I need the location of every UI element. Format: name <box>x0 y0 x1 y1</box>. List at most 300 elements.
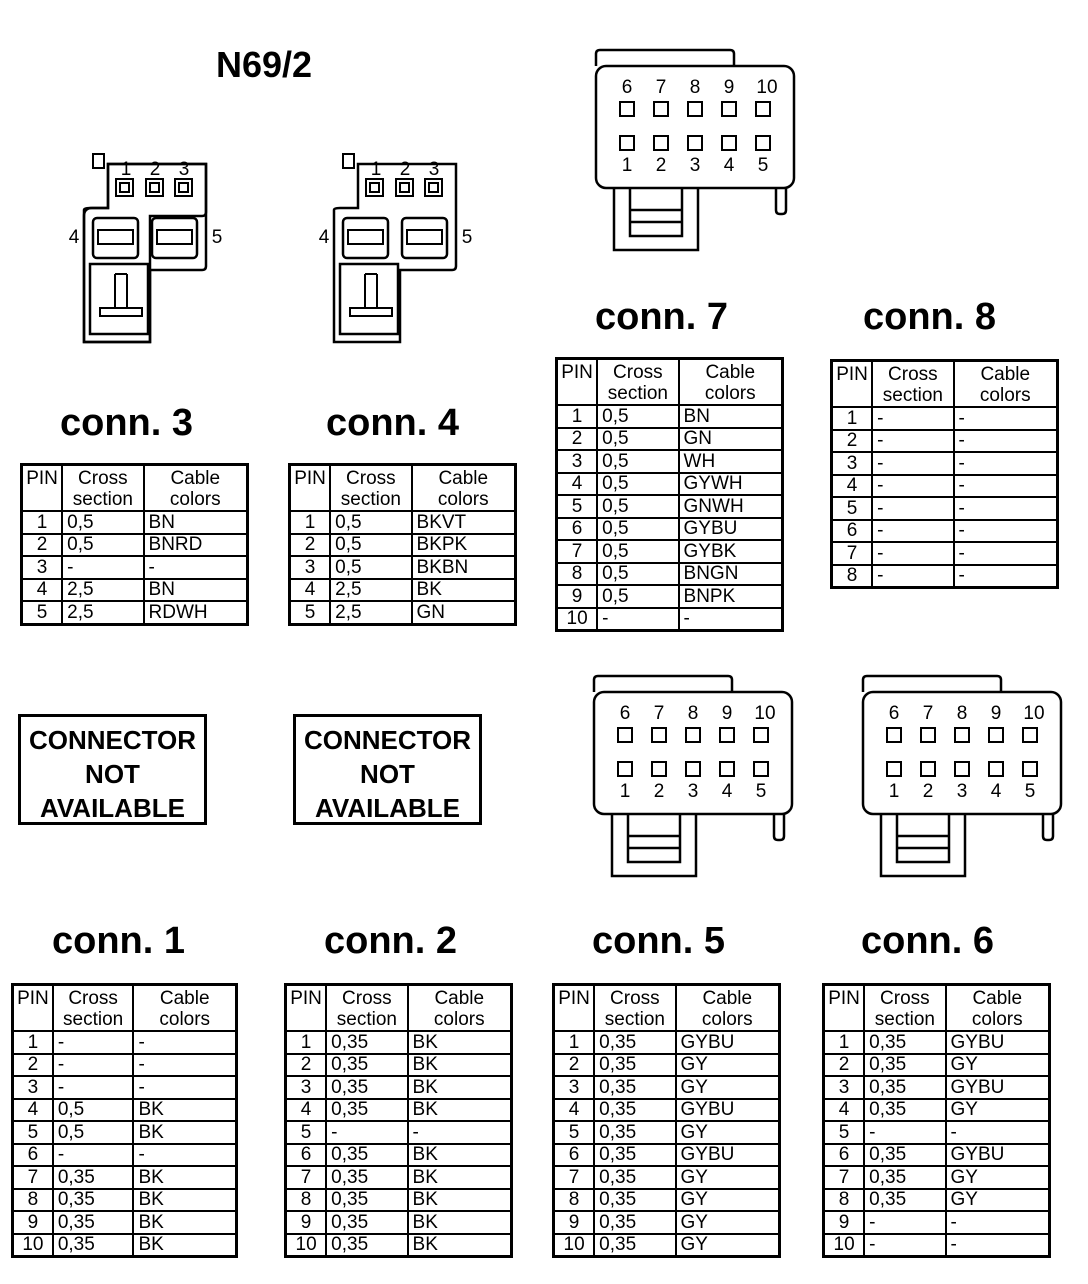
table-row <box>557 495 783 518</box>
cross-section-cell: - <box>597 608 678 631</box>
cross-section-cell: 0,35 <box>864 1099 945 1122</box>
cross-section-cell: 0,35 <box>53 1211 134 1234</box>
table-row <box>824 1099 1050 1122</box>
cross-section-cell: 0,35 <box>326 1166 407 1189</box>
table-row <box>13 1099 237 1122</box>
table-row <box>22 556 248 579</box>
cross-section-cell: 0,5 <box>62 534 143 557</box>
table-row <box>286 1121 512 1144</box>
cable-color-cell: GYBU <box>946 1144 1050 1167</box>
cable-color-cell: - <box>133 1031 236 1054</box>
cross-section-cell: 0,35 <box>864 1054 945 1077</box>
cable-color-cell: BK <box>408 1166 512 1189</box>
table-row <box>824 1121 1050 1144</box>
colors-header-line1: Cable <box>980 364 1031 385</box>
pin-cell: 5 <box>290 601 331 624</box>
cable-color-cell: - <box>946 1234 1050 1257</box>
cable-color-cell: GYBU <box>676 1099 780 1122</box>
pin-cell: 4 <box>554 1099 595 1122</box>
cross-section-cell: - <box>872 475 953 498</box>
pin-label-7: 7 <box>653 703 665 724</box>
cable-color-cell: GYWH <box>679 473 783 496</box>
cross-section-cell: 0,35 <box>53 1166 134 1189</box>
cross-section-cell: 0,35 <box>326 1144 407 1167</box>
cross-section-cell: 0,35 <box>326 1189 407 1212</box>
table-row <box>554 1099 780 1122</box>
pin-cell: 7 <box>824 1166 865 1189</box>
table-row <box>557 405 783 428</box>
pin-table-conn6 <box>822 983 1051 1258</box>
pin-cell: 4 <box>824 1099 865 1122</box>
pin-cell: 7 <box>286 1166 327 1189</box>
cross-section-cell: - <box>872 407 953 430</box>
pin-cell: 5 <box>554 1121 595 1144</box>
cable-color-cell: - <box>954 497 1058 520</box>
table-row <box>13 1054 237 1077</box>
table-row <box>13 1031 237 1054</box>
pin-header: PIN <box>13 985 53 1032</box>
table-row <box>286 1166 512 1189</box>
connector-not-available-box-conn1 <box>18 714 207 825</box>
table-row <box>554 1076 780 1099</box>
pin-label-8: 8 <box>687 703 699 724</box>
pin-label-1: 1 <box>888 781 900 802</box>
cable-color-cell: - <box>144 556 248 579</box>
cross-section-cell: - <box>326 1121 407 1144</box>
pin-cell: 3 <box>290 556 331 579</box>
pin-table-conn4 <box>288 463 517 626</box>
cable-colors-header <box>144 465 248 512</box>
table-row <box>824 1144 1050 1167</box>
pin-cell: 1 <box>290 511 331 534</box>
pin-cell: 1 <box>557 405 598 428</box>
cross-section-cell: - <box>872 452 953 475</box>
table-header-row <box>554 985 780 1032</box>
cross-section-cell: 0,35 <box>53 1234 134 1257</box>
cross-section-cell: - <box>864 1121 945 1144</box>
cable-color-cell: BNGN <box>679 563 783 586</box>
cross-header-line2: section <box>63 1009 124 1030</box>
cable-color-cell: GNWH <box>679 495 783 518</box>
cross-section-cell: 0,35 <box>326 1211 407 1234</box>
pin-label-3: 3 <box>689 155 701 176</box>
colors-header-line2: colors <box>704 383 756 404</box>
connector-drawing-conn3 <box>60 150 230 350</box>
pin-cell: 3 <box>832 452 873 475</box>
cross-header-line2: section <box>607 383 668 404</box>
pin-label-4: 4 <box>318 227 330 248</box>
pin-cell: 2 <box>286 1054 327 1077</box>
pin-cell: 4 <box>22 579 63 602</box>
cross-section-cell: 0,35 <box>864 1076 945 1099</box>
table-header-row <box>557 359 783 406</box>
pin-label-10: 10 <box>754 703 776 724</box>
pin-cell: 4 <box>832 475 873 498</box>
pin-cell: 2 <box>290 534 331 557</box>
pin-label-1: 1 <box>621 155 633 176</box>
conn5-title: conn. 5 <box>592 920 726 962</box>
cross-section-cell: 0,35 <box>326 1099 407 1122</box>
table-row <box>554 1054 780 1077</box>
table-row <box>557 540 783 563</box>
cable-color-cell: BK <box>408 1099 512 1122</box>
cable-color-cell: GY <box>946 1166 1050 1189</box>
cable-color-cell: - <box>133 1076 236 1099</box>
pin-cell: 7 <box>554 1166 595 1189</box>
cross-section-cell: - <box>872 430 953 453</box>
cable-color-cell: GN <box>679 428 783 451</box>
conn1-title: conn. 1 <box>52 920 186 962</box>
cable-colors-header <box>133 985 236 1032</box>
pin-header: PIN <box>286 985 327 1032</box>
table-row <box>824 1166 1050 1189</box>
conn6-title: conn. 6 <box>861 920 995 962</box>
conn7-title: conn. 7 <box>595 296 729 338</box>
table-row <box>13 1211 237 1234</box>
cable-color-cell: BK <box>412 579 516 602</box>
cross-section-cell: 0,5 <box>597 540 678 563</box>
pin-cell: 6 <box>557 518 598 541</box>
pin-cell: 4 <box>13 1099 53 1122</box>
colors-header-line2: colors <box>437 489 489 510</box>
cable-color-cell: BK <box>133 1166 236 1189</box>
cable-color-cell: BNRD <box>144 534 248 557</box>
cross-section-cell: - <box>872 520 953 543</box>
pin-cell: 10 <box>824 1234 865 1257</box>
cable-colors-header <box>679 359 783 406</box>
cross-header-line1: Cross <box>78 468 128 489</box>
pin-cell: 9 <box>554 1211 595 1234</box>
pin-cell: 1 <box>13 1031 53 1054</box>
cross-section-header <box>330 465 411 512</box>
cable-color-cell: - <box>954 430 1058 453</box>
pin-cell: 2 <box>554 1054 595 1077</box>
cross-section-cell: 0,5 <box>597 473 678 496</box>
cable-color-cell: - <box>954 565 1058 588</box>
na-line1: CONNECTOR <box>303 725 472 755</box>
na-line2: NOT <box>85 759 140 789</box>
pin-label-10: 10 <box>1023 703 1045 724</box>
table-row <box>286 1144 512 1167</box>
pin-cell: 5 <box>13 1121 53 1144</box>
table-row <box>286 1099 512 1122</box>
pin-label-3: 3 <box>428 159 440 180</box>
colors-header-line2: colors <box>169 489 221 510</box>
pin-label-6: 6 <box>621 77 633 98</box>
cable-color-cell: GY <box>676 1234 780 1257</box>
cross-section-cell: - <box>872 497 953 520</box>
cross-section-cell: 0,35 <box>594 1031 675 1054</box>
table-row <box>824 1031 1050 1054</box>
table-row <box>824 1211 1050 1234</box>
connector-drawing-conn6 <box>855 672 1067 882</box>
cross-header-line2: section <box>604 1009 665 1030</box>
table-row <box>557 450 783 473</box>
cable-color-cell: - <box>133 1144 236 1167</box>
pin-header: PIN <box>557 359 598 406</box>
na-line3: AVAILABLE <box>315 793 460 823</box>
cross-section-header <box>597 359 678 406</box>
conn8-title: conn. 8 <box>863 296 997 338</box>
cross-section-cell: 0,5 <box>597 563 678 586</box>
cross-header-line2: section <box>336 1009 397 1030</box>
pin-cell: 9 <box>557 585 598 608</box>
pin-cell: 9 <box>824 1211 865 1234</box>
table-row <box>824 1076 1050 1099</box>
conn3-title: conn. 3 <box>60 402 194 444</box>
cross-header-line2: section <box>882 385 943 406</box>
pin-cell: 3 <box>554 1076 595 1099</box>
pin-cell: 9 <box>13 1211 53 1234</box>
table-row <box>13 1189 237 1212</box>
cable-color-cell: BK <box>408 1144 512 1167</box>
table-row <box>286 1189 512 1212</box>
colors-header-line1: Cable <box>702 988 753 1009</box>
connector-not-available-box-conn2 <box>293 714 482 825</box>
pin-cell: 3 <box>13 1076 53 1099</box>
cable-color-cell: GN <box>412 601 516 624</box>
cable-color-cell: GY <box>676 1166 780 1189</box>
pin-cell: 3 <box>22 556 63 579</box>
table-row <box>554 1166 780 1189</box>
pin-label-3: 3 <box>178 159 190 180</box>
pin-cell: 7 <box>832 542 873 565</box>
table-row <box>286 1076 512 1099</box>
colors-header-line2: colors <box>433 1009 485 1030</box>
pin-label-5: 5 <box>461 227 473 248</box>
pin-cell: 10 <box>557 608 598 631</box>
pin-label-9: 9 <box>723 77 735 98</box>
pin-cell: 4 <box>557 473 598 496</box>
cable-color-cell: - <box>946 1121 1050 1144</box>
pin-table-conn8 <box>830 359 1059 589</box>
cross-header-line1: Cross <box>346 468 396 489</box>
cable-color-cell: - <box>946 1211 1050 1234</box>
pin-cell: 7 <box>557 540 598 563</box>
pin-label-4: 4 <box>68 227 80 248</box>
cable-color-cell: - <box>679 608 783 631</box>
pin-cell: 5 <box>286 1121 327 1144</box>
pin-cell: 8 <box>286 1189 327 1212</box>
cross-section-cell: 0,35 <box>594 1211 675 1234</box>
pin-label-5: 5 <box>755 781 767 802</box>
cable-color-cell: BKVT <box>412 511 516 534</box>
table-row <box>832 542 1058 565</box>
pin-cell: 7 <box>13 1166 53 1189</box>
pin-table-conn3 <box>20 463 249 626</box>
pin-cell: 4 <box>286 1099 327 1122</box>
pin-cell: 3 <box>286 1076 327 1099</box>
pin-header: PIN <box>22 465 63 512</box>
pin-cell: 6 <box>13 1144 53 1167</box>
cross-section-cell: 0,5 <box>597 495 678 518</box>
table-row <box>290 511 516 534</box>
cross-section-cell: 0,5 <box>53 1099 134 1122</box>
pin-cell: 8 <box>824 1189 865 1212</box>
pin-label-2: 2 <box>653 781 665 802</box>
table-row <box>13 1166 237 1189</box>
colors-header-line1: Cable <box>972 988 1023 1009</box>
cable-colors-header <box>946 985 1050 1032</box>
pin-label-5: 5 <box>211 227 223 248</box>
pin-cell: 10 <box>13 1234 53 1257</box>
cross-section-cell: 0,35 <box>594 1076 675 1099</box>
cross-section-cell: 0,35 <box>594 1189 675 1212</box>
pin-cell: 4 <box>290 579 331 602</box>
cross-section-cell: 0,5 <box>330 556 411 579</box>
pin-label-4: 4 <box>990 781 1002 802</box>
cross-section-cell: 0,35 <box>864 1189 945 1212</box>
cross-section-cell: 0,35 <box>594 1234 675 1257</box>
cable-color-cell: BK <box>133 1234 236 1257</box>
table-row <box>22 579 248 602</box>
table-row <box>557 428 783 451</box>
table-header-row <box>22 465 248 512</box>
cross-section-cell: - <box>864 1211 945 1234</box>
cable-color-cell: BK <box>408 1234 512 1257</box>
cable-color-cell: GYBU <box>676 1144 780 1167</box>
cable-color-cell: BN <box>144 579 248 602</box>
pin-header: PIN <box>290 465 331 512</box>
cross-section-header <box>326 985 407 1032</box>
cable-color-cell: - <box>133 1054 236 1077</box>
table-row <box>824 1234 1050 1257</box>
pin-cell: 9 <box>286 1211 327 1234</box>
pin-label-1: 1 <box>370 159 382 180</box>
cross-header-line2: section <box>874 1009 935 1030</box>
pin-cell: 5 <box>832 497 873 520</box>
pin-label-5: 5 <box>757 155 769 176</box>
pin-table-conn1 <box>11 983 238 1258</box>
cable-color-cell: BK <box>408 1076 512 1099</box>
cross-header-line1: Cross <box>342 988 392 1009</box>
page-title: N69/2 <box>216 44 313 85</box>
cable-color-cell: BK <box>408 1189 512 1212</box>
pin-label-2: 2 <box>149 159 161 180</box>
table-row <box>286 1234 512 1257</box>
cable-color-cell: BN <box>144 511 248 534</box>
cross-section-cell: - <box>872 542 953 565</box>
cable-color-cell: - <box>954 520 1058 543</box>
colors-header-line1: Cable <box>170 468 221 489</box>
cable-color-cell: BKPK <box>412 534 516 557</box>
cross-section-cell: 0,35 <box>594 1099 675 1122</box>
cable-color-cell: BK <box>408 1054 512 1077</box>
pin-label-6: 6 <box>888 703 900 724</box>
cable-colors-header <box>412 465 516 512</box>
pin-cell: 1 <box>832 407 873 430</box>
pin-cell: 5 <box>824 1121 865 1144</box>
cable-color-cell: - <box>408 1121 512 1144</box>
pin-label-8: 8 <box>956 703 968 724</box>
table-row <box>832 452 1058 475</box>
pin-header: PIN <box>824 985 865 1032</box>
cross-header-line1: Cross <box>888 364 938 385</box>
pin-label-2: 2 <box>655 155 667 176</box>
cross-section-cell: 0,35 <box>864 1031 945 1054</box>
table-row <box>13 1234 237 1257</box>
pin-cell: 8 <box>832 565 873 588</box>
table-row <box>554 1234 780 1257</box>
colors-header-line1: Cable <box>438 468 489 489</box>
cross-section-cell: - <box>53 1031 134 1054</box>
table-row <box>290 601 516 624</box>
cable-color-cell: GY <box>676 1189 780 1212</box>
cable-color-cell: GY <box>676 1076 780 1099</box>
cross-section-cell: - <box>53 1076 134 1099</box>
cable-color-cell: GY <box>946 1099 1050 1122</box>
pin-cell: 3 <box>824 1076 865 1099</box>
table-row <box>13 1144 237 1167</box>
pin-table-conn2 <box>284 983 513 1258</box>
pin-cell: 6 <box>286 1144 327 1167</box>
cross-section-cell: - <box>864 1234 945 1257</box>
pin-cell: 6 <box>824 1144 865 1167</box>
colors-header-line2: colors <box>979 385 1031 406</box>
table-row <box>824 1054 1050 1077</box>
cross-section-cell: 0,5 <box>330 511 411 534</box>
cross-header-line2: section <box>72 489 133 510</box>
pin-cell: 8 <box>557 563 598 586</box>
cable-colors-header <box>676 985 780 1032</box>
cross-section-cell: 2,5 <box>62 579 143 602</box>
cable-color-cell: BKBN <box>412 556 516 579</box>
connector-drawing-conn4 <box>310 150 480 350</box>
table-row <box>557 585 783 608</box>
pin-label-7: 7 <box>922 703 934 724</box>
cable-color-cell: BK <box>408 1031 512 1054</box>
pin-label-1: 1 <box>120 159 132 180</box>
pin-label-10: 10 <box>756 77 778 98</box>
na-line2: NOT <box>360 759 415 789</box>
cross-section-cell: 0,5 <box>53 1121 134 1144</box>
pin-header: PIN <box>554 985 595 1032</box>
pin-label-8: 8 <box>689 77 701 98</box>
cross-section-cell: - <box>53 1144 134 1167</box>
cross-section-header <box>62 465 143 512</box>
cable-color-cell: BK <box>133 1121 236 1144</box>
cross-header-line1: Cross <box>880 988 930 1009</box>
table-row <box>557 563 783 586</box>
cable-color-cell: GYBU <box>676 1031 780 1054</box>
table-header-row <box>286 985 512 1032</box>
cross-section-cell: - <box>53 1054 134 1077</box>
table-row <box>554 1121 780 1144</box>
pin-table-conn5 <box>552 983 781 1258</box>
pin-label-4: 4 <box>721 781 733 802</box>
pin-cell: 5 <box>557 495 598 518</box>
cross-section-cell: 0,5 <box>597 518 678 541</box>
table-header-row <box>824 985 1050 1032</box>
pin-label-5: 5 <box>1024 781 1036 802</box>
cable-color-cell: - <box>954 407 1058 430</box>
cable-color-cell: - <box>954 452 1058 475</box>
cross-section-header <box>53 985 134 1032</box>
colors-header-line1: Cable <box>705 362 756 383</box>
table-row <box>13 1121 237 1144</box>
table-row <box>290 534 516 557</box>
table-row <box>557 608 783 631</box>
table-row <box>22 511 248 534</box>
colors-header-line1: Cable <box>434 988 485 1009</box>
cross-header-line1: Cross <box>613 362 663 383</box>
cable-color-cell: BK <box>133 1189 236 1212</box>
conn4-title: conn. 4 <box>326 402 460 444</box>
cable-colors-header <box>954 361 1058 408</box>
table-row <box>832 430 1058 453</box>
cable-color-cell: BK <box>408 1211 512 1234</box>
na-line1: CONNECTOR <box>28 725 197 755</box>
